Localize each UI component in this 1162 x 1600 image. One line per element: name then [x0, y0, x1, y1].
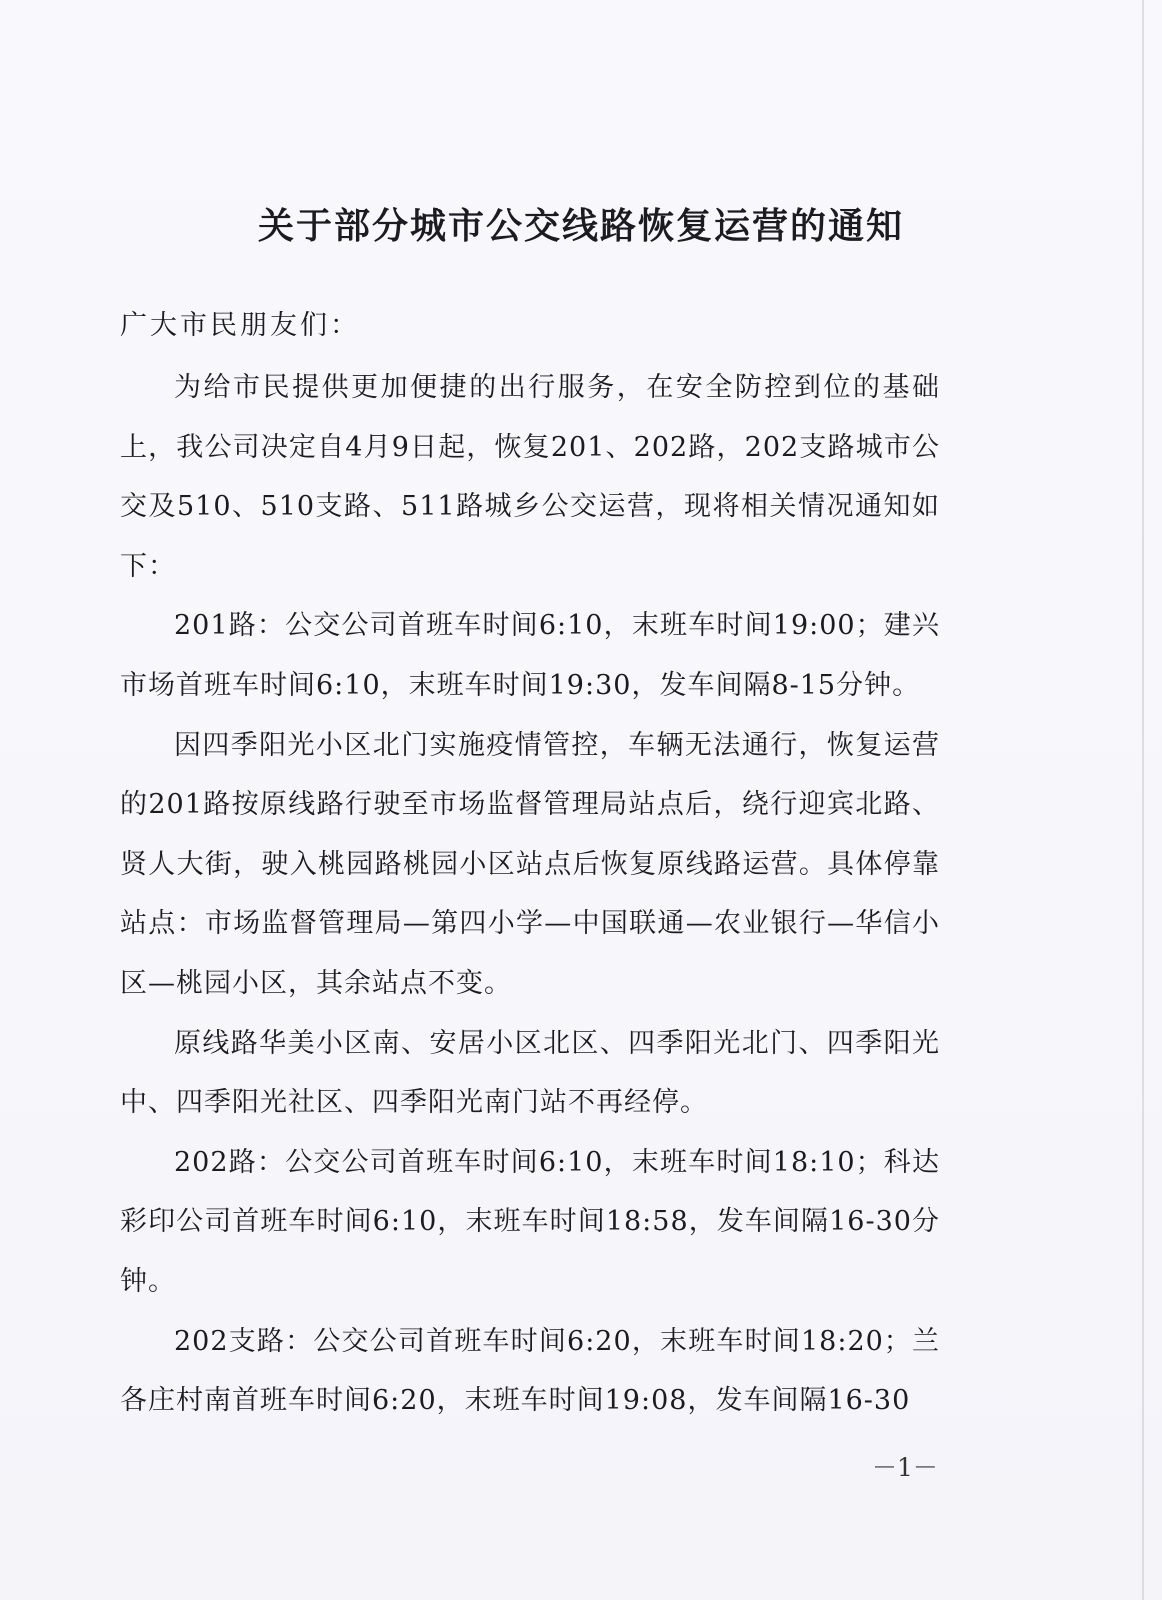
- paragraph-route-201: 201路：公交公司首班车时间6:10，末班车时间19:00；建兴市场首班车时间6:10，末班车时间19:30，发车间隔8-15分钟。: [120, 610, 940, 701]
- page-number: －1－: [872, 1453, 938, 1482]
- paragraph-route-202-branch: 202支路：公交公司首班车时间6:20，末班车时间18:20；兰各庄村南首班车时间6:20，末班车时间19:08，发车间隔16-30: [120, 1325, 940, 1417]
- salutation: 广大市民朋友们：: [120, 310, 360, 341]
- paragraph-route-202: 202路：公交公司首班车时间6:10，末班车时间18:10；科达彩印公司首班车时间6:10，末班车时间18:58，发车间隔16-30分钟。: [120, 1146, 940, 1297]
- paragraph-route-201-cancelled-stops: 原线路华美小区南、安居小区北区、四季阳光北门、四季阳光中、四季阳光社区、四季阳光南门站不再经停。: [120, 1027, 940, 1119]
- paragraph-route-201-detour: 因四季阳光小区北门实施疫情管控，车辆无法通行，恢复运营的201路按原线路行驶至市场监督管理局站点后，绕行迎宾北路、贤人大街，驶入桃园路桃园小区站点后恢复原线路运营。具体停靠站点：市场监督管理局—第四小学—中国联通—农业银行—华信小区—桃园小区，其余站点不变。: [120, 729, 940, 999]
- paragraph-intro: 为给市民提供更加便捷的出行服务，在安全防控到位的基础上，我公司决定自4月9日起，恢复201、202路，202支路城市公交及510、510支路、511路城乡公交运营，现将相关情况通知如下：: [120, 372, 940, 582]
- document-body: [120, 358, 940, 1431]
- document-title: 关于部分城市公交线路恢复运营的通知: [257, 206, 904, 248]
